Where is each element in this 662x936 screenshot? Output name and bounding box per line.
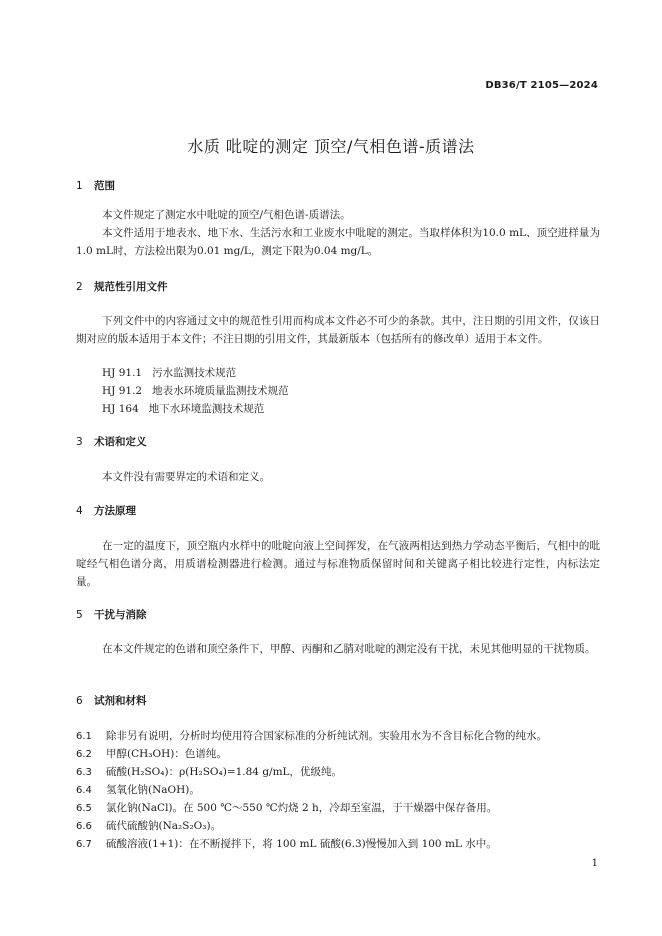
section-title: 方法原理 xyxy=(94,505,136,517)
item-number: 6.6 xyxy=(76,821,92,832)
section-heading-terms xyxy=(76,434,147,449)
standard-code: DB36/T 2105—2024 xyxy=(485,80,598,91)
reagent-item xyxy=(76,835,600,854)
section-heading-reagents xyxy=(76,693,147,708)
paragraph: 本文件规定了测定水中吡啶的顶空/气相色谱-质谱法。 xyxy=(102,209,351,221)
reference-name: 地表水环境质量监测技术规范 xyxy=(152,385,289,397)
item-text: 甲醇(CH₃OH)：色谱纯。 xyxy=(106,748,227,760)
item-text: 硫酸(H₂SO₄)：ρ(H₂SO₄)=1.84 g/mL，优级纯。 xyxy=(106,766,343,778)
item-number: 6.2 xyxy=(76,749,92,760)
section-heading-principle xyxy=(76,503,136,518)
section-title: 干扰与消除 xyxy=(94,609,147,621)
paragraph: 本文件没有需要界定的术语和定义。 xyxy=(102,471,270,483)
page-number: 1 xyxy=(591,858,598,869)
section-number: 3 xyxy=(76,436,83,448)
item-text: 硫代硫酸钠(Na₂S₂O₃)。 xyxy=(106,820,222,832)
section-title: 范围 xyxy=(94,180,115,192)
reagent-item xyxy=(76,781,600,800)
reference-code: HJ 91.2 xyxy=(102,385,143,397)
section-title: 试剂和材料 xyxy=(94,695,147,707)
item-number: 6.4 xyxy=(76,785,92,796)
reagent-item xyxy=(76,763,600,782)
reference-item xyxy=(102,364,236,382)
item-text: 氢氧化钠(NaOH)。 xyxy=(106,784,200,796)
item-text: 硫酸溶液(1+1)：在不断搅拌下，将 100 mL 硫酸(6.3)慢慢加入到 100 mL 水中。 xyxy=(106,838,497,850)
item-text: 除非另有说明，分析时均使用符合国家标准的分析纯试剂。实验用水为不含目标化合物的纯水。 xyxy=(106,730,547,742)
reagent-item xyxy=(76,745,600,764)
reference-name: 污水监测技术规范 xyxy=(152,367,237,379)
section-heading-scope xyxy=(76,178,115,193)
section-heading-interference xyxy=(76,607,147,622)
item-text: 氯化钠(NaCl)。在 500 ℃～550 ℃灼烧 2 h，冷却至室温，于干燥器中保存备用。 xyxy=(106,802,498,814)
section-number: 1 xyxy=(76,180,83,192)
section-title: 规范性引用文件 xyxy=(94,281,168,293)
item-number: 6.1 xyxy=(76,731,92,742)
reagent-item xyxy=(76,727,600,746)
paragraph: 本文件适用于地表水、地下水、生活污水和工业废水中吡啶的测定。当取样体积为10.0 mL、顶空进样量为1.0 mL时，方法检出限为0.01 mg/L，测定下限为0.04 mg/L。 xyxy=(76,227,600,257)
section-number: 6 xyxy=(76,695,83,707)
paragraph: 下列文件中的内容通过文中的规范性引用而构成本文件必不可少的条款。其中，注日期的引用文件，仅该日期对应的版本适用于本文件；不注日期的引用文件，其最新版本（包括所有的修改单）适用于本文件。 xyxy=(76,315,600,345)
section-number: 4 xyxy=(76,505,83,517)
item-number: 6.3 xyxy=(76,767,92,778)
section-heading-normative-references xyxy=(76,279,168,294)
item-number: 6.5 xyxy=(76,803,92,814)
reagent-item xyxy=(76,817,600,836)
reference-item xyxy=(102,400,264,418)
reference-code: HJ 164 xyxy=(102,403,139,415)
section-number: 5 xyxy=(76,609,83,621)
item-number: 6.7 xyxy=(76,839,92,850)
paragraph: 在本文件规定的色谱和顶空条件下，甲醇、丙酮和乙腈对吡啶的测定没有干扰，未见其他明显的干扰物质。 xyxy=(102,643,596,655)
reference-item xyxy=(102,382,289,400)
document-title: 水质 吡啶的测定 顶空/气相色谱-质谱法 xyxy=(187,137,475,156)
section-number: 2 xyxy=(76,281,83,293)
reference-name: 地下水环境监测技术规范 xyxy=(148,403,265,415)
reference-code: HJ 91.1 xyxy=(102,367,143,379)
reagent-item xyxy=(76,799,600,818)
paragraph: 在一定的温度下，顶空瓶内水样中的吡啶向液上空间挥发，在气液两相达到热力学动态平衡后，气相中的吡啶经气相色谱分离，用质谱检测器进行检测。通过与标准物质保留时间和关键离子相比较进行定性，内标法定量。 xyxy=(76,540,600,588)
section-title: 术语和定义 xyxy=(94,436,147,448)
